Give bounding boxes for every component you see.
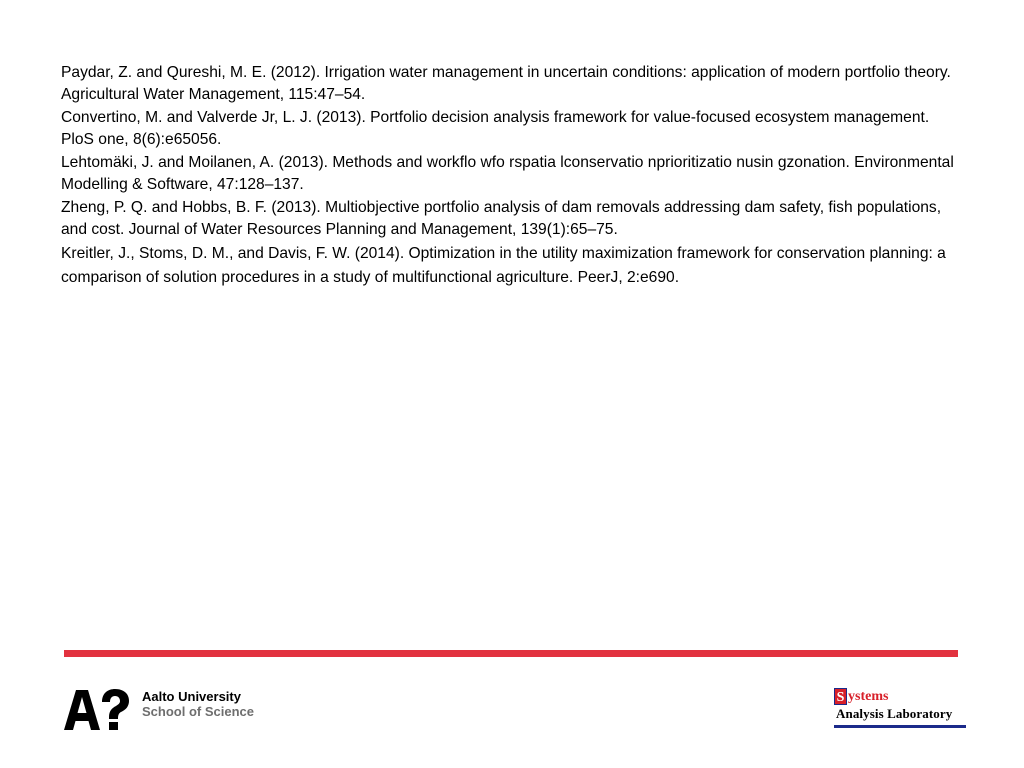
reference-kreitler-2014: Kreitler, J., Stoms, D. M., and Davis, F. W. (2014). Optimization in the utility maximization framework for conservation planning: a comparison of solution procedures in a study of multifunctional agriculture. PeerJ, 2:e690.: [61, 245, 946, 286]
reference-convertino-2013: Convertino, M. and Valverde Jr, L. J. (2013). Portfolio decision analysis framework for value-focused ecosystem management. PloS one, 8(6):e65056.: [61, 109, 930, 148]
reference-zheng-2013: Zheng, P. Q. and Hobbs, B. F. (2013). Multiobjective portfolio analysis of dam removals addressing dam safety, fish populations, and cost. Journal of Water Resources Planning and Management, 139(1):65–75.: [61, 199, 942, 238]
sal-ystems: ystems: [848, 689, 889, 704]
sal-analysis-laboratory: Analysis Laboratory: [836, 706, 953, 721]
systems-analysis-laboratory-logo: [834, 688, 970, 730]
reference-paydar-2012: Paydar, Z. and Qureshi, M. E. (2012). Irrigation water management in uncertain conditions: application of modern portfolio theory. Agricultural Water Management, 115:47–54.: [61, 64, 951, 103]
footer-divider: [64, 650, 958, 657]
sal-systems-word: [834, 688, 888, 706]
aalto-school-label: School of Science: [142, 704, 254, 719]
aalto-logo: [64, 688, 274, 732]
sal-underline: [834, 725, 966, 728]
aalto-mark-icon: [64, 688, 130, 732]
sal-s-initial: S: [834, 688, 847, 705]
references-list: [61, 62, 966, 291]
reference-lehtomaki-2013: Lehtomäki, J. and Moilanen, A. (2013). Methods and workflo wfo rspatia lconservatio nprioritizatio nusin gzonation. Environmental Modelling & Software, 47:128–137.: [61, 154, 954, 193]
aalto-wordmark: [142, 689, 254, 719]
aalto-university-label: Aalto University: [142, 689, 241, 704]
